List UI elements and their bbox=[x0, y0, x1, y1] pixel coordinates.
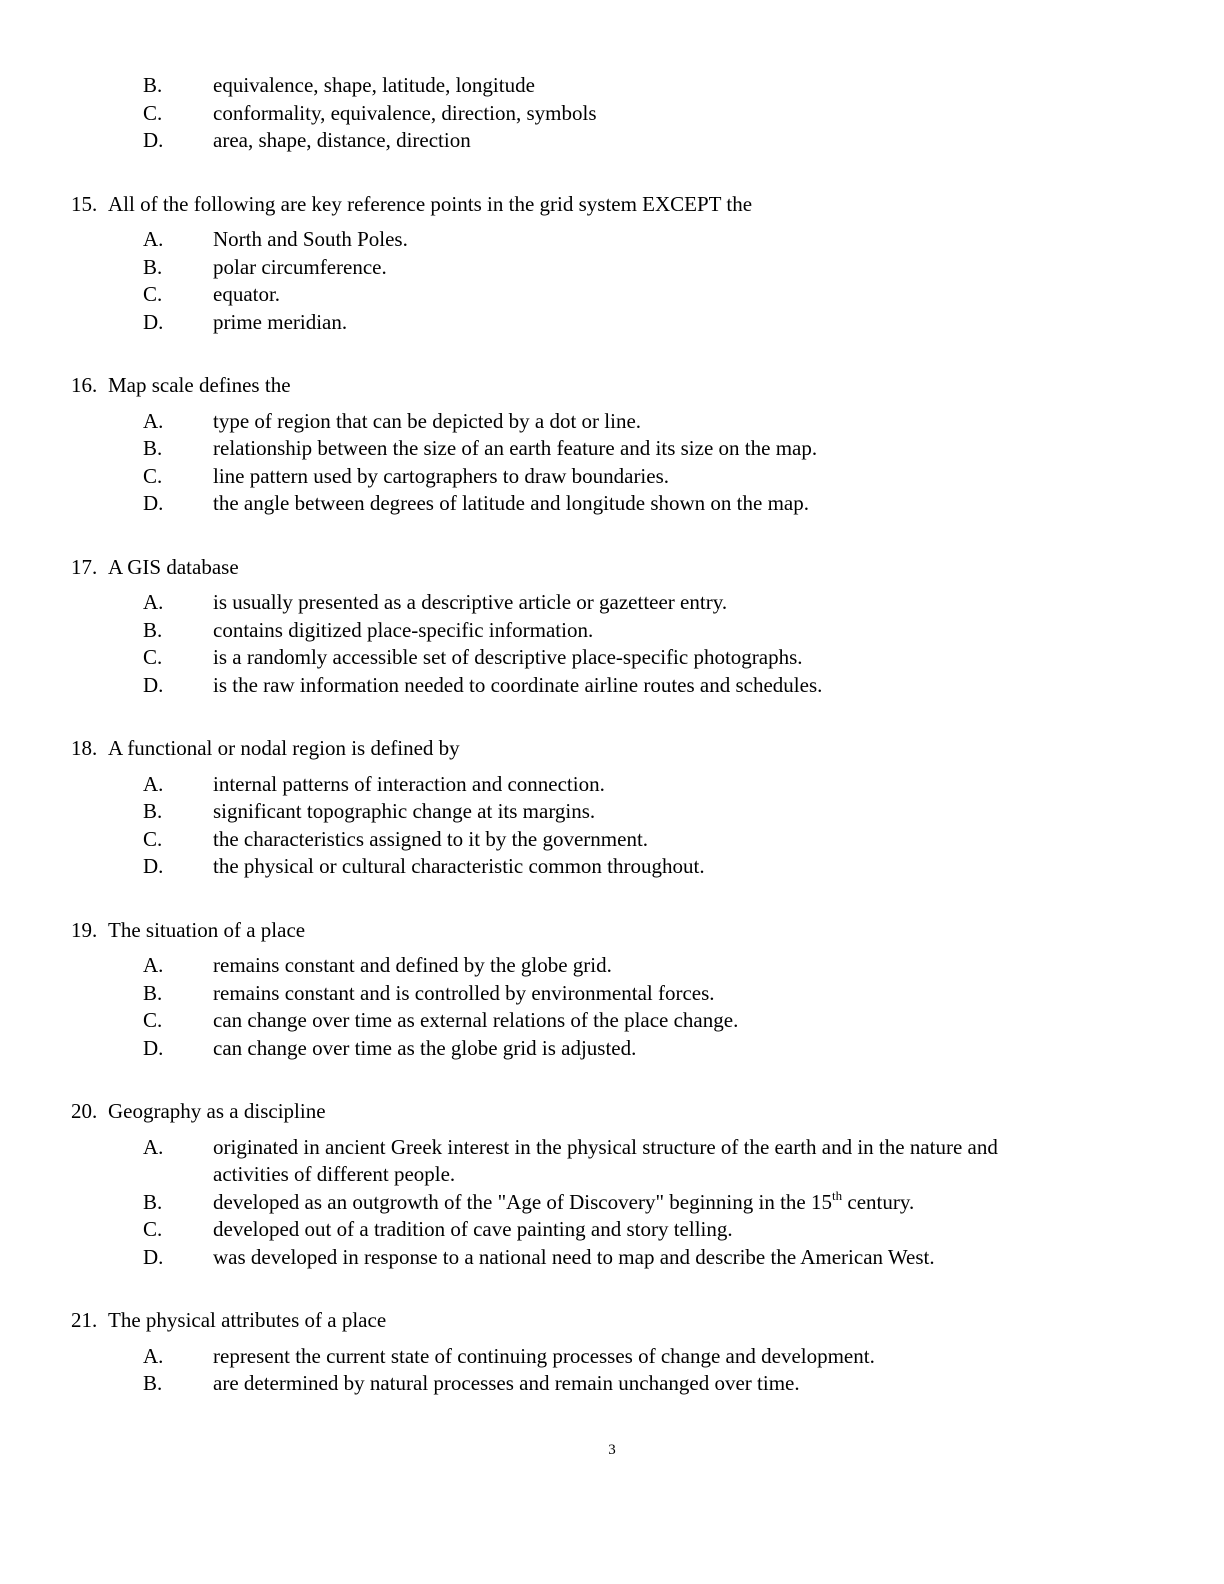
question-text: The situation of a place bbox=[108, 917, 306, 942]
question-stem bbox=[0, 554, 1224, 582]
choice-letter: A. bbox=[143, 1343, 164, 1368]
choice-text: polar circumference. bbox=[213, 254, 387, 279]
choice-letter: C. bbox=[143, 1008, 163, 1032]
choice-text: developed out of a tradition of cave painting and story telling. bbox=[213, 1217, 733, 1241]
choice-text: remains constant and is controlled by environmental forces. bbox=[213, 980, 715, 1005]
choice-letter: B. bbox=[143, 73, 163, 97]
question-number: 17. bbox=[71, 554, 98, 579]
choice-letter: D. bbox=[143, 491, 164, 515]
question-15 bbox=[0, 191, 1224, 337]
choice-text: was developed in response to a national need to map and describe the American West. bbox=[213, 1244, 935, 1269]
choice-letter: B. bbox=[143, 980, 163, 1005]
choice-letter: C. bbox=[143, 826, 163, 851]
question-stem bbox=[0, 372, 1224, 400]
choice-text: conformality, equivalence, direction, symbols bbox=[213, 100, 597, 125]
question-stem bbox=[0, 191, 1224, 219]
choice-letter: A. bbox=[143, 590, 164, 614]
question-text: Geography as a discipline bbox=[108, 1099, 326, 1123]
choice-text: area, shape, distance, direction bbox=[213, 128, 471, 152]
choice-letter: A. bbox=[143, 227, 164, 251]
choice bbox=[0, 1189, 1224, 1217]
choice-text: can change over time as the globe grid is adjusted. bbox=[213, 1035, 637, 1060]
choice-text: remains constant and defined by the globe grid. bbox=[213, 953, 612, 977]
choice bbox=[0, 589, 1224, 617]
question-19 bbox=[0, 917, 1224, 1063]
choice-list bbox=[0, 952, 1224, 1062]
question-16 bbox=[0, 372, 1224, 518]
choice-text: significant topographic change at its margins. bbox=[213, 799, 596, 823]
choice-letter: B. bbox=[143, 254, 163, 279]
choice bbox=[0, 672, 1224, 700]
choice-list bbox=[0, 72, 1224, 155]
choice-text: originated in ancient Greek interest in the physical structure of the earth and in the nature and activities of different people. bbox=[213, 1134, 998, 1186]
choice bbox=[0, 1370, 1224, 1398]
question-text: Map scale defines the bbox=[108, 373, 291, 397]
choice bbox=[0, 980, 1224, 1008]
choice-text: is the raw information needed to coordinate airline routes and schedules. bbox=[213, 672, 823, 697]
choice-letter: C. bbox=[143, 100, 163, 125]
choice-letter: B. bbox=[143, 1189, 163, 1214]
choice-letter: D. bbox=[143, 672, 164, 697]
choice bbox=[0, 644, 1224, 672]
choice bbox=[0, 408, 1224, 436]
choice-letter: A. bbox=[143, 1134, 164, 1159]
choice bbox=[0, 281, 1224, 309]
choice bbox=[0, 1035, 1224, 1063]
choice bbox=[0, 1216, 1224, 1244]
question-number: 16. bbox=[71, 373, 98, 397]
choice-text: can change over time as external relations of the place change. bbox=[213, 1008, 739, 1032]
question-text: A GIS database bbox=[108, 554, 239, 579]
choice-text: is usually presented as a descriptive article or gazetteer entry. bbox=[213, 590, 728, 614]
choice-letter: B. bbox=[143, 799, 163, 823]
choice-text: equivalence, shape, latitude, longitude bbox=[213, 73, 535, 97]
question-stem bbox=[0, 1098, 1224, 1126]
choice bbox=[0, 490, 1224, 518]
choice bbox=[0, 127, 1224, 155]
choice-text: represent the current state of continuing processes of change and development. bbox=[213, 1343, 875, 1368]
choice-text: the characteristics assigned to it by the government. bbox=[213, 826, 649, 851]
choice-letter: C. bbox=[143, 463, 163, 488]
choice bbox=[0, 952, 1224, 980]
choice-text-tail: century. bbox=[842, 1189, 915, 1214]
choice-text bbox=[213, 1189, 1073, 1217]
choice bbox=[0, 463, 1224, 491]
question-17 bbox=[0, 554, 1224, 700]
choice bbox=[0, 617, 1224, 645]
choice-letter: B. bbox=[143, 436, 163, 460]
page-number: 3 bbox=[608, 1442, 616, 1458]
question-stem bbox=[0, 1307, 1224, 1335]
choice-letter: D. bbox=[143, 309, 164, 334]
question-number: 21. bbox=[71, 1308, 98, 1332]
question-text: The physical attributes of a place bbox=[108, 1308, 387, 1332]
ordinal-superscript: th bbox=[832, 1187, 843, 1203]
choice bbox=[0, 226, 1224, 254]
continued-question-14 bbox=[0, 72, 1224, 1398]
question-text: A functional or nodal region is defined by bbox=[108, 736, 460, 760]
question-21 bbox=[0, 1307, 1224, 1398]
choice-letter: B. bbox=[143, 1371, 163, 1395]
choice-list bbox=[0, 589, 1224, 699]
choice-letter: C. bbox=[143, 1217, 163, 1241]
choice-text: prime meridian. bbox=[213, 309, 348, 334]
choice-text-main: developed as an outgrowth of the "Age of Discovery" beginning in the 15 bbox=[213, 1189, 832, 1214]
choice-list bbox=[0, 1343, 1224, 1398]
choice-text: North and South Poles. bbox=[213, 227, 408, 251]
question-text: All of the following are key reference points in the grid system EXCEPT the bbox=[108, 191, 753, 216]
choice-list bbox=[0, 226, 1224, 336]
choice-letter: A. bbox=[143, 953, 164, 977]
choice-letter: D. bbox=[143, 128, 164, 152]
choice bbox=[0, 1343, 1224, 1371]
choice bbox=[0, 309, 1224, 337]
question-stem bbox=[0, 735, 1224, 763]
choice bbox=[0, 798, 1224, 826]
question-number: 15. bbox=[71, 191, 98, 216]
choice-letter: B. bbox=[143, 617, 163, 642]
choice bbox=[0, 826, 1224, 854]
choice-letter: A. bbox=[143, 771, 164, 796]
choice-list bbox=[0, 771, 1224, 881]
choice-text: the physical or cultural characteristic common throughout. bbox=[213, 854, 705, 878]
question-stem bbox=[0, 917, 1224, 945]
choice bbox=[0, 1244, 1224, 1272]
choice bbox=[0, 771, 1224, 799]
choice-text: type of region that can be depicted by a dot or line. bbox=[213, 408, 642, 433]
choice-text: contains digitized place-specific information. bbox=[213, 617, 594, 642]
choice-text: equator. bbox=[213, 282, 281, 306]
choice-text: is a randomly accessible set of descriptive place-specific photographs. bbox=[213, 645, 803, 669]
choice-text: line pattern used by cartographers to draw boundaries. bbox=[213, 463, 670, 488]
choice-letter: D. bbox=[143, 854, 164, 878]
question-20 bbox=[0, 1098, 1224, 1271]
question-18 bbox=[0, 735, 1224, 881]
question-number: 18. bbox=[71, 736, 98, 760]
choice-letter: C. bbox=[143, 282, 163, 306]
choice bbox=[0, 1134, 1224, 1189]
choice-list bbox=[0, 1134, 1224, 1272]
question-number: 20. bbox=[71, 1099, 98, 1123]
choice-letter: D. bbox=[143, 1035, 164, 1060]
choice bbox=[0, 100, 1224, 128]
choice-letter: C. bbox=[143, 645, 163, 669]
choice bbox=[0, 853, 1224, 881]
choice-letter: D. bbox=[143, 1244, 164, 1269]
question-number: 19. bbox=[71, 917, 98, 942]
choice bbox=[0, 435, 1224, 463]
choice-text: the angle between degrees of latitude and longitude shown on the map. bbox=[213, 491, 809, 515]
choice-text: internal patterns of interaction and connection. bbox=[213, 771, 605, 796]
choice-letter: A. bbox=[143, 408, 164, 433]
choice-text: are determined by natural processes and remain unchanged over time. bbox=[213, 1371, 800, 1395]
choice bbox=[0, 254, 1224, 282]
choice-list bbox=[0, 408, 1224, 518]
choice bbox=[0, 72, 1224, 100]
choice-text: relationship between the size of an earth feature and its size on the map. bbox=[213, 436, 818, 460]
choice bbox=[0, 1007, 1224, 1035]
